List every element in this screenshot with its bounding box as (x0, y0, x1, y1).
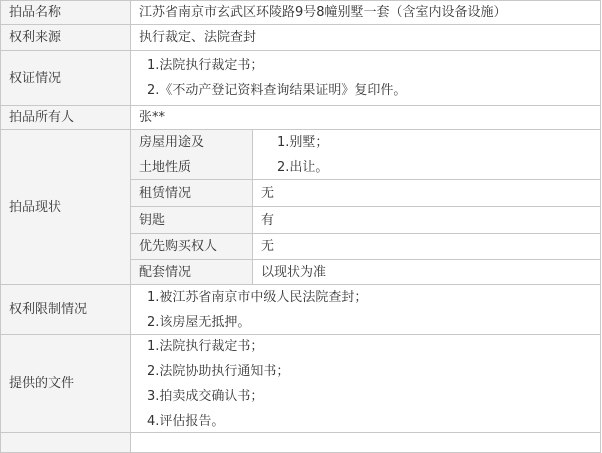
row-documents (1, 335, 601, 433)
owner-label: 拍品所有人 (1, 106, 131, 130)
documents-value (131, 335, 601, 433)
row-status-use (1, 130, 601, 180)
row-restrictions (1, 285, 601, 335)
use-label (131, 130, 253, 180)
restrictions-line-2: 2.该房屋无抵押。 (147, 314, 251, 330)
use-label-line-2: 土地性质 (139, 159, 192, 175)
restrictions-line-1: 1.被江苏省南京市中级人民法院查封； (147, 289, 368, 305)
certificate-value (131, 51, 601, 106)
next-row-value (131, 433, 601, 453)
certificate-label: 权证情况 (1, 51, 131, 106)
row-owner (1, 106, 601, 130)
rights-source-value: 执行裁定、法院查封 (131, 25, 601, 51)
facilities-label: 配套情况 (131, 260, 253, 285)
documents-line-2: 2.法院协助执行通知书； (147, 363, 290, 379)
documents-line-1: 1.法院执行裁定书； (147, 338, 264, 354)
keys-label: 钥匙 (131, 207, 253, 234)
keys-value: 有 (253, 207, 601, 234)
use-label-line-1: 房屋用途及 (139, 134, 205, 150)
documents-label: 提供的文件 (1, 335, 131, 433)
row-rights-source (1, 25, 601, 51)
use-value-line-2: 2.出让。 (277, 159, 329, 175)
documents-line-3: 3.拍卖成交确认书； (147, 388, 264, 404)
certificate-line-1: 1.法院执行裁定书； (147, 58, 264, 73)
next-row-label (1, 433, 131, 453)
documents-line-4: 4.评估报告。 (147, 413, 225, 429)
lease-value: 无 (253, 180, 601, 207)
use-value (253, 130, 601, 180)
preemption-label: 优先购买权人 (131, 234, 253, 260)
item-name-value: 江苏省南京市玄武区环陵路9号8幢别墅一套（含室内设备设施） (131, 1, 601, 25)
item-name-label: 拍品名称 (1, 1, 131, 25)
certificate-line-2: 2.《不动产登记资料查询结果证明》复印件。 (147, 83, 407, 98)
row-item-name (1, 1, 601, 25)
restrictions-value (131, 285, 601, 335)
restrictions-label: 权利限制情况 (1, 285, 131, 335)
use-value-line-1: 1.别墅； (277, 134, 329, 150)
preemption-value: 无 (253, 234, 601, 260)
rights-source-label: 权利来源 (1, 25, 131, 51)
status-label: 拍品现状 (1, 130, 131, 285)
lease-label: 租赁情况 (131, 180, 253, 207)
row-certificate (1, 51, 601, 106)
row-next-partial (1, 433, 601, 453)
facilities-value: 以现状为准 (253, 260, 601, 285)
owner-value: 张** (131, 106, 601, 130)
